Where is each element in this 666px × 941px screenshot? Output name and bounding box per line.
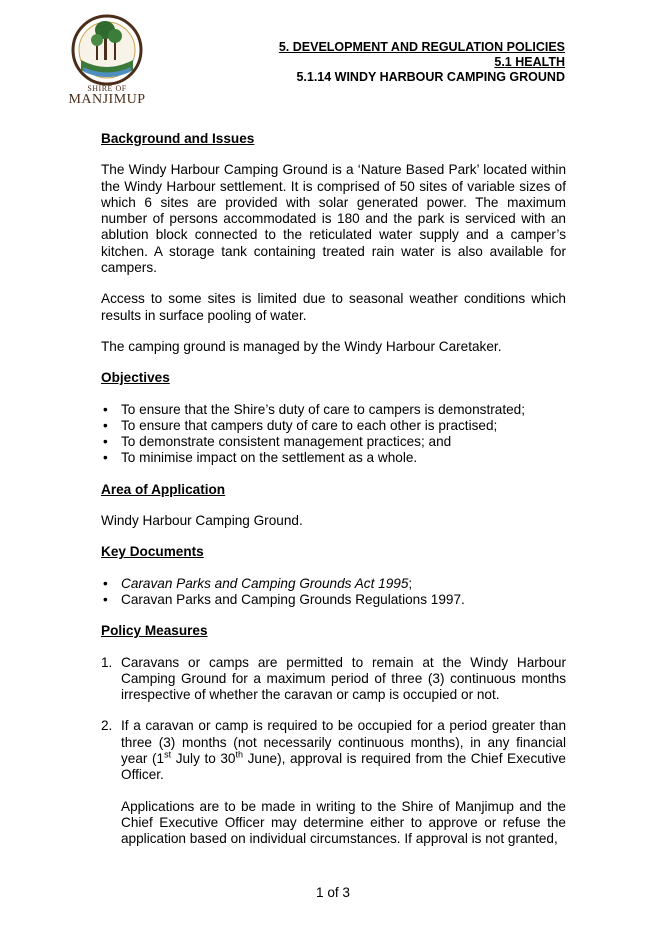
logo-text-shire-of: SHIRE OF [87, 84, 127, 93]
key-document-item: • Caravan Parks and Camping Grounds Regulations 1997. [101, 592, 566, 608]
key-document-suffix: ; [408, 575, 413, 591]
policy-measure-text-continued: Applications are to be made in writing to the Shire of Manjimup and the Chief Executive Officer may determine either to approve or refuse the application based on individual circumstances. If approval is not granted, [121, 798, 566, 847]
section-heading-key-documents: Key Documents [101, 544, 204, 560]
policy-measure-text: If a caravan or camp is required to be occupied for a period greater than three (3) months (not necessarily continuous months), in any financial year (1st July to 30th June), approval is required from the Chief Executive Officer. [121, 718, 566, 783]
logo-text-manjimup: MANJIMUP [68, 92, 146, 107]
document-header [279, 40, 565, 85]
objective-item: • To ensure that campers duty of care to each other is practised; [101, 418, 566, 434]
objectives-list [101, 402, 566, 467]
policy-measure-text: Caravans or camps are permitted to remain at the Windy Harbour Camping Ground for a maximum period of three (3) continuous months irrespective of whether the caravan or camp is occupied or not. [121, 654, 566, 703]
header-line-1: 5. DEVELOPMENT AND REGULATION POLICIES [278, 40, 565, 54]
policy-measure-item [101, 718, 566, 847]
objective-item: • To minimise impact on the settlement as a whole. [101, 450, 566, 466]
objective-item: • To demonstrate consistent management practices; and [101, 434, 566, 450]
header-line-3: 5.1.14 WINDY HARBOUR CAMPING GROUND [296, 70, 565, 84]
policy-measure-number: 2. [101, 718, 113, 734]
background-paragraph-1: The Windy Harbour Camping Ground is a ‘Nature Based Park’ located within the Windy Harbour settlement. It is comprised of 50 sites of variable sizes of which 6 sites are provided with solar generated power. The maximum number of persons accommodated is 180 and the park is serviced with an ablution block connected to the reticulated water supply and a camper’s kitchen. A storage tank containing treated rain water is also available for campers. [101, 162, 566, 276]
background-paragraph-3: The camping ground is managed by the Windy Harbour Caretaker. [101, 338, 502, 354]
key-document-item [101, 576, 566, 592]
section-heading-area: Area of Application [101, 481, 226, 497]
area-text: Windy Harbour Camping Ground. [101, 513, 303, 529]
section-heading-policy-measures: Policy Measures [101, 623, 208, 639]
key-documents-list [101, 576, 566, 609]
section-heading-objectives: Objectives [101, 370, 170, 386]
page-number: 1 of 3 [315, 885, 350, 900]
header-line-2: 5.1 HEALTH [494, 55, 565, 69]
policy-measures-list [101, 655, 566, 848]
document-body [101, 131, 566, 863]
background-paragraph-2: Access to some sites is limited due to seasonal weather conditions which results in surface pooling of water. [101, 291, 566, 323]
objective-item: • To ensure that the Shire’s duty of care to campers is demonstrated; [101, 402, 566, 418]
key-document-act: Caravan Parks and Camping Grounds Act 1995 [121, 575, 409, 591]
policy-measure-number: 1. [101, 654, 113, 670]
policy-measure-item [101, 655, 566, 704]
section-heading-background: Background and Issues [101, 131, 255, 146]
